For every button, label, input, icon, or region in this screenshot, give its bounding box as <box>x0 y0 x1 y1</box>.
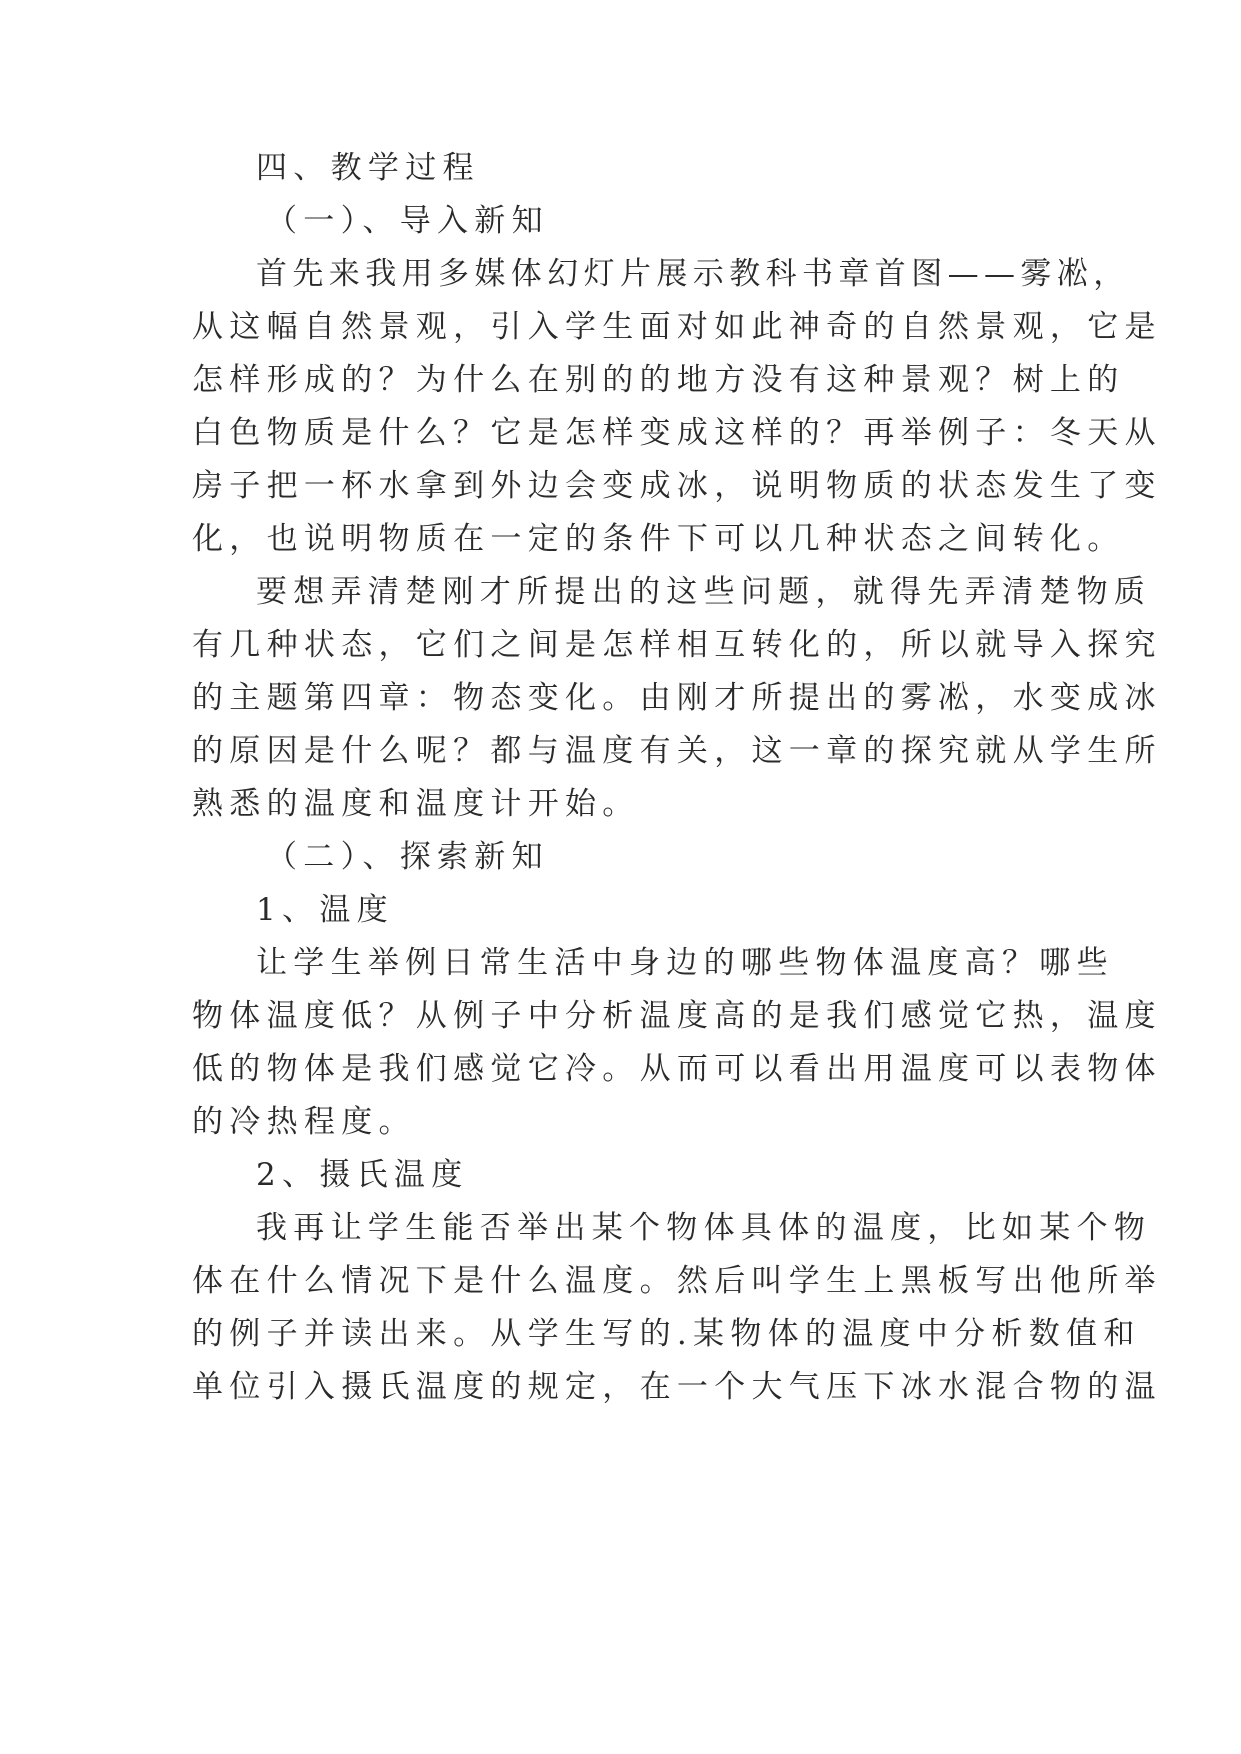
paragraph-line: 怎样形成的？为什么在别的的地方没有这种景观？树上的 <box>192 362 1125 398</box>
paragraph-line: 首先来我用多媒体幻灯片展示教科书章首图——雾凇， <box>256 256 1130 292</box>
subsection-heading-explore: （二）、探索新知 <box>266 839 549 875</box>
paragraph-line: 熟悉的温度和温度计开始。 <box>192 786 640 822</box>
section-heading-teaching-process: 四、教学过程 <box>256 150 480 186</box>
paragraph-line: 白色物质是什么？它是怎样变成这样的？再举例子：冬天从 <box>192 415 1162 451</box>
paragraph-line: 体在什么情况下是什么温度。然后叫学生上黑板写出他所举 <box>192 1263 1162 1299</box>
paragraph-line: 从这幅自然景观，引入学生面对如此神奇的自然景观，它是 <box>192 309 1162 345</box>
item-heading-celsius: 2、摄氏温度 <box>256 1157 469 1193</box>
item-heading-temperature: 1、温度 <box>256 892 394 928</box>
paragraph-line: 化，也说明物质在一定的条件下可以几种状态之间转化。 <box>192 521 1125 557</box>
subsection-heading-introduction: （一）、导入新知 <box>266 203 549 239</box>
paragraph-line: 单位引入摄氏温度的规定，在一个大气压下冰水混合物的温 <box>192 1369 1162 1405</box>
paragraph-line: 低的物体是我们感觉它冷。从而可以看出用温度可以表物体 <box>192 1051 1162 1087</box>
paragraph-line: 物体温度低？从例子中分析温度高的是我们感觉它热，温度 <box>192 998 1162 1034</box>
paragraph-line: 让学生举例日常生活中身边的哪些物体温度高？哪些 <box>256 945 1114 981</box>
paragraph-line: 要想弄清楚刚才所提出的这些问题，就得先弄清楚物质 <box>256 574 1152 610</box>
paragraph-line: 的例子并读出来。从学生写的.某物体的温度中分析数值和 <box>192 1316 1141 1352</box>
paragraph-line: 房子把一杯水拿到外边会变成冰，说明物质的状态发生了变 <box>192 468 1162 504</box>
paragraph-line: 我再让学生能否举出某个物体具体的温度，比如某个物 <box>256 1210 1152 1246</box>
paragraph-line: 的原因是什么呢？都与温度有关，这一章的探究就从学生所 <box>192 733 1162 769</box>
paragraph-line: 的冷热程度。 <box>192 1104 416 1140</box>
paragraph-line: 有几种状态，它们之间是怎样相互转化的，所以就导入探究 <box>192 627 1162 663</box>
paragraph-line: 的主题第四章：物态变化。由刚才所提出的雾凇，水变成冰 <box>192 680 1162 716</box>
